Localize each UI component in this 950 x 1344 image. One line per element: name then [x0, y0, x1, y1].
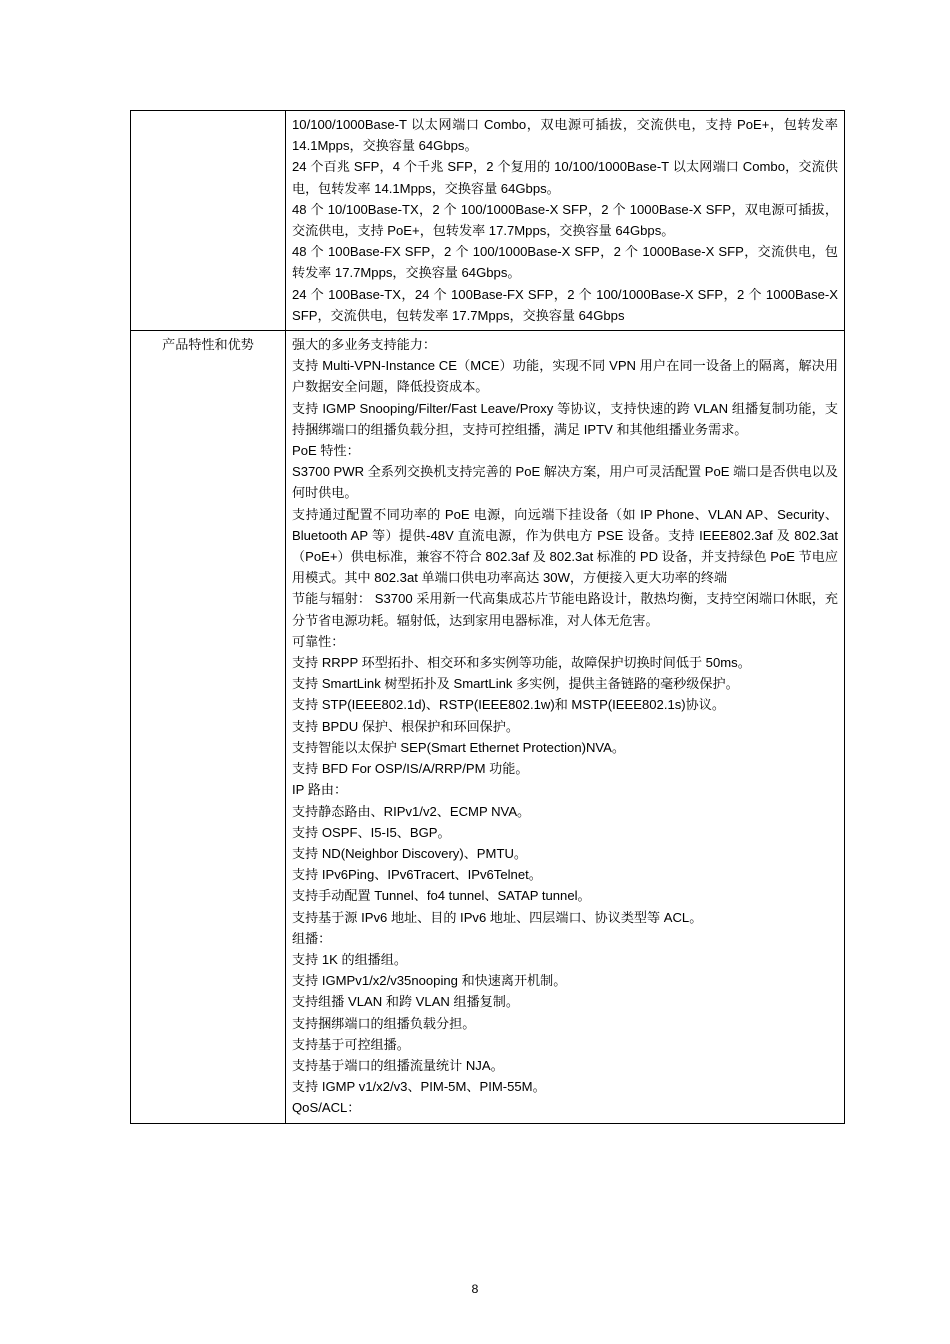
paragraph: 支持 IGMP v1/x2/v3、PIM-5M、PIM-55M。: [292, 1079, 546, 1095]
paragraph: 支持捆绑端口的组播负载分担。: [292, 1015, 476, 1031]
paragraph: 组播：: [292, 930, 332, 946]
paragraph: 可靠性：: [292, 633, 345, 649]
page-number: 8: [471, 1282, 479, 1296]
paragraph: 支持基于可控组播。: [292, 1036, 410, 1052]
paragraph: 支持静态路由、RIPv1/v2、ECMP NVA。: [292, 803, 531, 819]
paragraph: 支持手动配置 Tunnel、fo4 tunnel、SATAP tunnel。: [292, 888, 591, 904]
paragraph: 支持基于端口的组播流量统计 NJA。: [292, 1057, 504, 1073]
paragraph: 24 个百兆 SFP，4 个千兆 SFP，2 个复用的 10/100/1000Base-T 以太网端口 Combo，交流供电，包转发率 14.1Mpps，交换容量 64Gbps。: [292, 159, 838, 196]
row-label-cell: [131, 331, 286, 1124]
paragraph: QoS/ACL：: [292, 1100, 361, 1116]
paragraph: 支持通过配置不同功率的 PoE 电源，向远端下挂设备（如 IP Phone、VLAN AP、Security、Bluetooth AP 等）提供-48V 直流电源，作为供电方 PSE 设备。支持 IEEE802.3af 及 802.3at（PoE+）供电标准，兼容不符合 802.3af 及 802.3at 标准的 PD 设备，并支持绿色 PoE 节电应用模式。其中 802.3at 单端口供电功率高达 30W，方便接入更大功率的终端: [292, 506, 838, 586]
table-row: [131, 111, 845, 331]
paragraph: 支持组播 VLAN 和跨 VLAN 组播复制。: [292, 994, 519, 1010]
row-body-cell: [286, 111, 845, 331]
paragraph: 24 个 100Base-TX，24 个 100Base-FX SFP，2 个 100/1000Base-X SFP，2 个 1000Base-X SFP，交流供电，包转发率 17.7Mpps，交换容量 64Gbps: [292, 286, 838, 323]
paragraph: 支持 BFD For OSP/IS/A/RRP/PM 功能。: [292, 761, 529, 777]
paragraph: 48 个 10/100Base-TX，2 个 100/1000Base-X SFP，2 个 1000Base-X SFP，双电源可插拔，交流供电，支持 PoE+，包转发率 17.7Mpps，交换容量 64Gbps。: [292, 201, 838, 239]
paragraph: 强大的多业务支持能力：: [292, 337, 437, 353]
paragraph: 支持 OSPF、I5-I5、BGP。: [292, 824, 451, 840]
paragraph: S3700 PWR 全系列交换机支持完善的 PoE 解决方案，用户可灵活配置 PoE 端口是否供电以及何时供电。: [292, 464, 838, 501]
row-label: 产品特性和优势: [162, 337, 254, 353]
paragraph: 节能与辐射： S3700 采用新一代高集成芯片节能电路设计，散热均衡，支持空闲端口休眠，充分节省电源功耗。辐射低，达到家用电器标准，对人体无危害。: [292, 591, 838, 628]
paragraph: 支持 BPDU 保护、根保护和环回保护。: [292, 718, 519, 734]
paragraph: 支持 IGMPv1/x2/v35nooping 和快速离开机制。: [292, 973, 567, 989]
paragraph: 支持 SmartLink 树型拓扑及 SmartLink 多实例，提供主备链路的毫秒级保护。: [292, 676, 739, 692]
paragraph: 支持基于源 IPv6 地址、目的 IPv6 地址、四层端口、协议类型等 ACL。: [292, 909, 703, 925]
paragraph: 支持 1K 的组播组。: [292, 951, 407, 967]
row-label-cell: [131, 111, 286, 331]
row-body-cell: [286, 331, 845, 1124]
paragraph: 支持 IGMP Snooping/Filter/Fast Leave/Proxy 等协议，支持快速的跨 VLAN 组播复制功能，支持捆绑端口的组播负载分担，支持可控组播，满足 IPTV 和其他组播业务需求。: [292, 400, 838, 437]
paragraph: 支持 RRPP 环型拓扑、相交环和多实例等功能，故障保护切换时间低于 50ms。: [292, 655, 751, 671]
table-row: [131, 331, 845, 1124]
spec-table: [130, 110, 845, 1124]
paragraph: 支持 STP(IEEE802.1d)、RSTP(IEEE802.1w)和 MSTP(IEEE802.1s)协议。: [292, 697, 725, 713]
paragraph: 支持 IPv6Ping、IPv6Tracert、IPv6Telnet。: [292, 867, 542, 883]
paragraph: 支持智能以太保护 SEP(Smart Ethernet Protection)NVA。: [292, 739, 626, 755]
paragraph: 支持 Multi-VPN-Instance CE（MCE）功能，实现不同 VPN 用户在同一设备上的隔离，解决用户数据安全问题，降低投资成本。: [292, 358, 838, 395]
paragraph: 10/100/1000Base-T 以太网端口 Combo，双电源可插拔，交流供电，支持 PoE+，包转发率 14.1Mpps，交换容量 64Gbps。: [292, 117, 838, 154]
paragraph: IP 路由：: [292, 782, 348, 798]
paragraph: 48 个 100Base-FX SFP，2 个 100/1000Base-X SFP，2 个 1000Base-X SFP，交流供电，包转发率 17.7Mpps，交换容量 64Gbps。: [292, 244, 838, 281]
paragraph: 支持 ND(Neighbor Discovery)、PMTU。: [292, 845, 527, 861]
paragraph: PoE 特性：: [292, 443, 360, 459]
